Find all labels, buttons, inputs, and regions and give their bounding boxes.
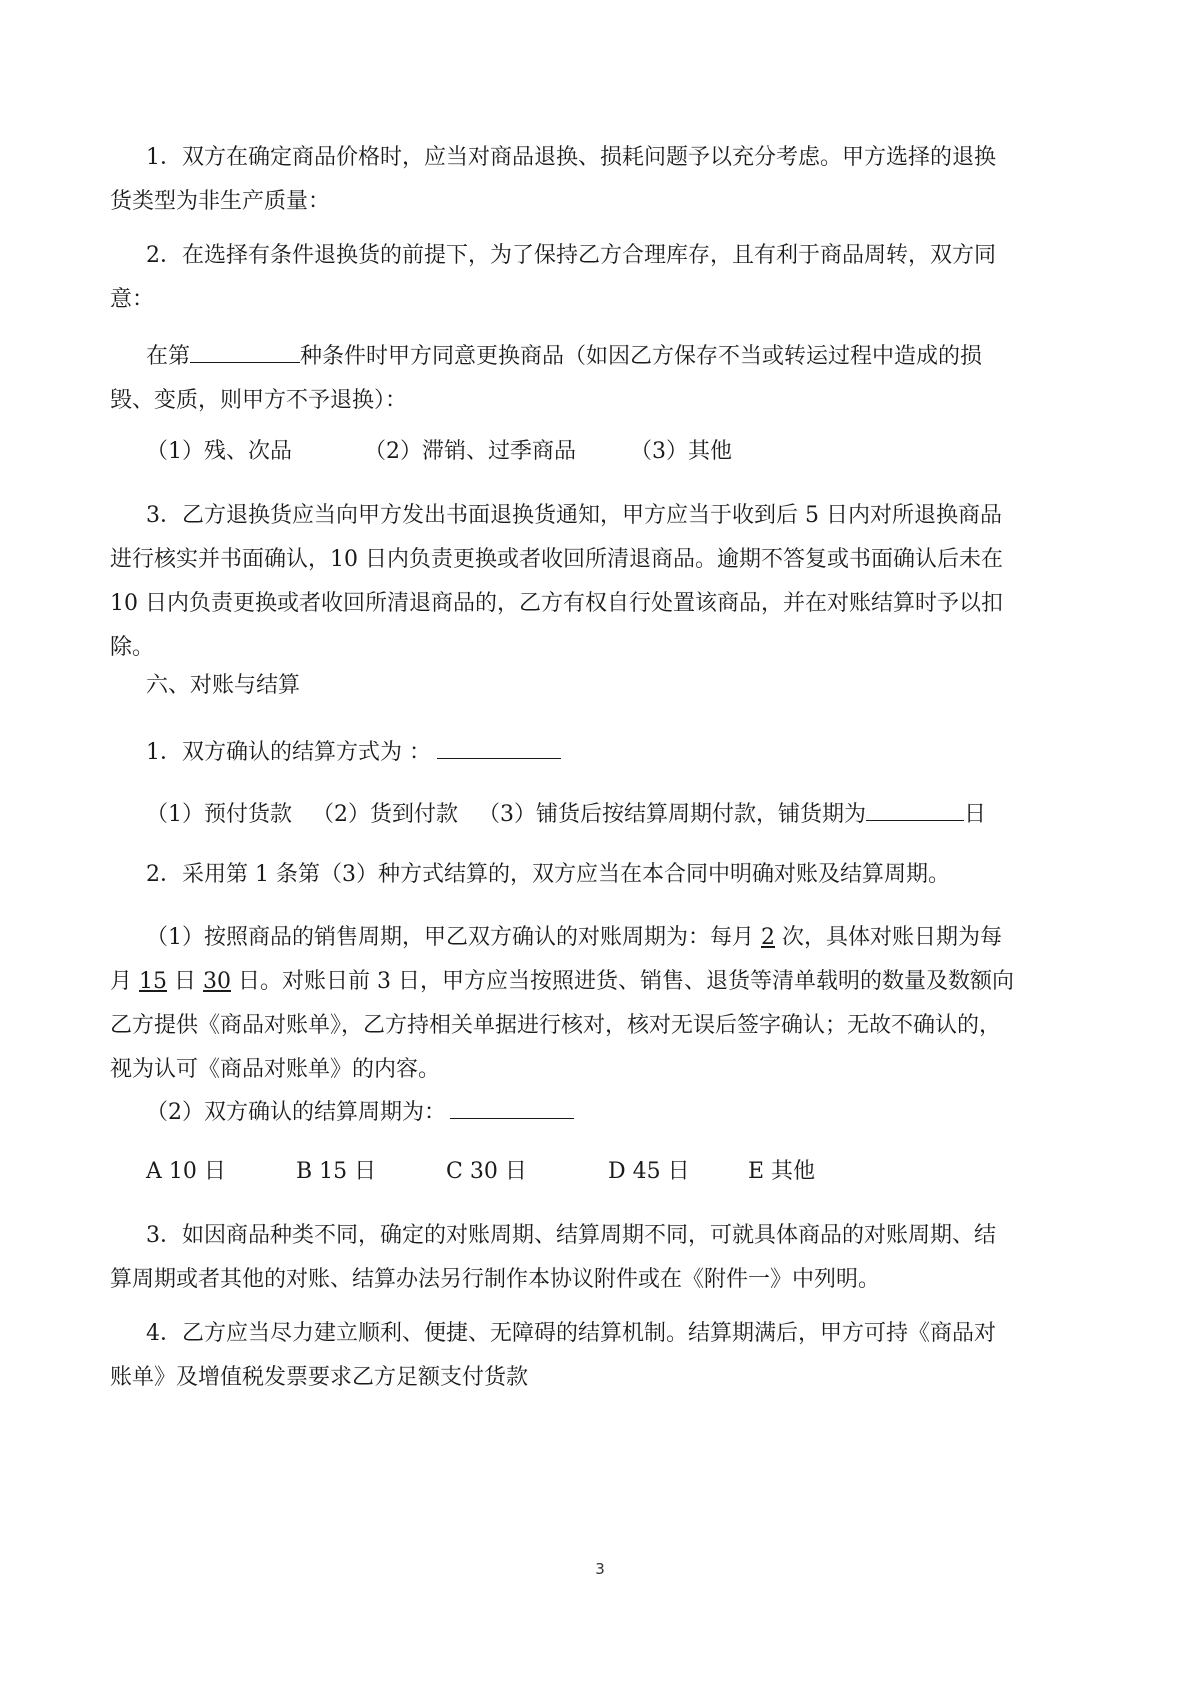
- clause-5-3: [110, 494, 1100, 670]
- exchange-condition-prefix: 在第: [146, 344, 191, 369]
- consignment-days-unit: 日: [964, 802, 987, 827]
- payment-option-prepay: （1）预付货款: [146, 802, 292, 827]
- clause-5-1: [110, 136, 1100, 224]
- clause-5-2: [110, 234, 1100, 322]
- clause-5-3-line4: 除。: [110, 635, 155, 660]
- section-6-heading: 六、对账与结算: [146, 673, 301, 698]
- return-option-3: （3）其他: [630, 439, 732, 464]
- settlement-method-label: 1．双方确认的结算方式为 ：: [146, 740, 431, 765]
- settlement-cycle-line: [110, 1088, 1136, 1135]
- return-options: [110, 430, 1136, 474]
- reconciliation-text-a: （1）按照商品的销售周期，甲乙双方确认的对账周期为：每月: [146, 925, 761, 950]
- reconciliation-line4: 视为认可《商品对账单》的内容。: [110, 1057, 441, 1082]
- exchange-condition-line2: 毁、变质，则甲方不予退换）：: [110, 388, 408, 413]
- settlement-cycle-blank[interactable]: [450, 1088, 574, 1119]
- clause-5-2-line2: 意：: [110, 287, 155, 312]
- reconciliation-day-1[interactable]: 15: [139, 969, 167, 994]
- reconciliation-line3: 乙方提供《商品对账单》，乙方持相关单据进行核对，核对无误后签字确认；无故不确认的，: [110, 1013, 1002, 1038]
- cycle-option-b: B 15 日: [296, 1159, 377, 1184]
- clause-6-2: 2．采用第 1 条第（3）种方式结算的，双方应当在本合同中明确对账及结算周期。: [146, 862, 950, 887]
- reconciliation-text-b: 次，具体对账日期为每: [775, 925, 1002, 950]
- clause-6-4-line2: 账单》及增值税发票要求乙方足额支付货款: [110, 1365, 529, 1390]
- return-option-2: （2）滞销、过季商品: [364, 439, 576, 464]
- clause-5-1-line2: 货类型为非生产质量：: [110, 189, 331, 214]
- reconciliation-day-2[interactable]: 30: [203, 969, 231, 994]
- settlement-cycle-options: [110, 1150, 1136, 1194]
- consignment-days-blank[interactable]: [866, 790, 964, 821]
- payment-options: [110, 790, 1136, 837]
- reconciliation-cycle-paragraph: [110, 916, 1100, 1092]
- exchange-condition-paragraph: [110, 332, 1100, 423]
- exchange-condition-suffix: 种条件时甲方同意更换商品（如因乙方保存不当或转运过程中造成的损: [300, 344, 983, 369]
- reconciliation-times-value[interactable]: 2: [761, 925, 775, 950]
- clause-5-3-line2: 进行核实并书面确认，10 日内负责更换或者收回所清退商品。逾期不答复或书面确认后未在: [110, 547, 1003, 572]
- settlement-method-blank[interactable]: [437, 728, 561, 759]
- payment-option-cod: （2）货到付款: [312, 802, 458, 827]
- clause-6-3-line2: 算周期或者其他的对账、结算办法另行制作本协议附件或在《附件一》中列明。: [110, 1267, 881, 1292]
- reconciliation-text-d: 日: [167, 969, 203, 994]
- cycle-option-a: A 10 日: [146, 1159, 226, 1184]
- clause-5-2-line1: 2．在选择有条件退换货的前提下，为了保持乙方合理库存，且有利于商品周转，双方同: [146, 243, 996, 268]
- cycle-option-d: D 45 日: [608, 1159, 690, 1184]
- return-option-1: （1）残、次品: [146, 439, 292, 464]
- clause-6-4: [110, 1312, 1100, 1400]
- settlement-method-line: [110, 728, 1136, 775]
- settlement-cycle-label: （2）双方确认的结算周期为：: [146, 1100, 446, 1125]
- exchange-condition-blank[interactable]: [190, 332, 300, 363]
- reconciliation-text-e: 日。对账日前 3 日，甲方应当按照进货、销售、退货等清单载明的数量及数额向: [231, 969, 1014, 994]
- clause-6-4-line1: 4．乙方应当尽力建立顺利、便捷、无障碍的结算机制。结算期满后，甲方可持《商品对: [146, 1321, 996, 1346]
- clause-5-3-line3: 10 日内负责更换或者收回所清退商品的，乙方有权自行处置该商品，并在对账结算时予以扣: [110, 591, 1003, 616]
- reconciliation-text-c: 月: [110, 969, 139, 994]
- clause-6-3: [110, 1214, 1100, 1302]
- cycle-option-c: C 30 日: [446, 1159, 527, 1184]
- page-number: 3: [595, 1560, 605, 1578]
- payment-option-consignment: （3）铺货后按结算周期付款，铺货期为: [478, 802, 866, 827]
- clause-5-3-line1: 3．乙方退换货应当向甲方发出书面退换货通知，甲方应当于收到后 5 日内对所退换商品: [146, 503, 1002, 528]
- clause-6-3-line1: 3．如因商品种类不同，确定的对账周期、结算周期不同，可就具体商品的对账周期、结: [146, 1223, 996, 1248]
- clause-5-1-line1: 1．双方在确定商品价格时，应当对商品退换、损耗问题予以充分考虑。甲方选择的退换: [146, 145, 996, 170]
- cycle-option-e: E 其他: [748, 1159, 816, 1184]
